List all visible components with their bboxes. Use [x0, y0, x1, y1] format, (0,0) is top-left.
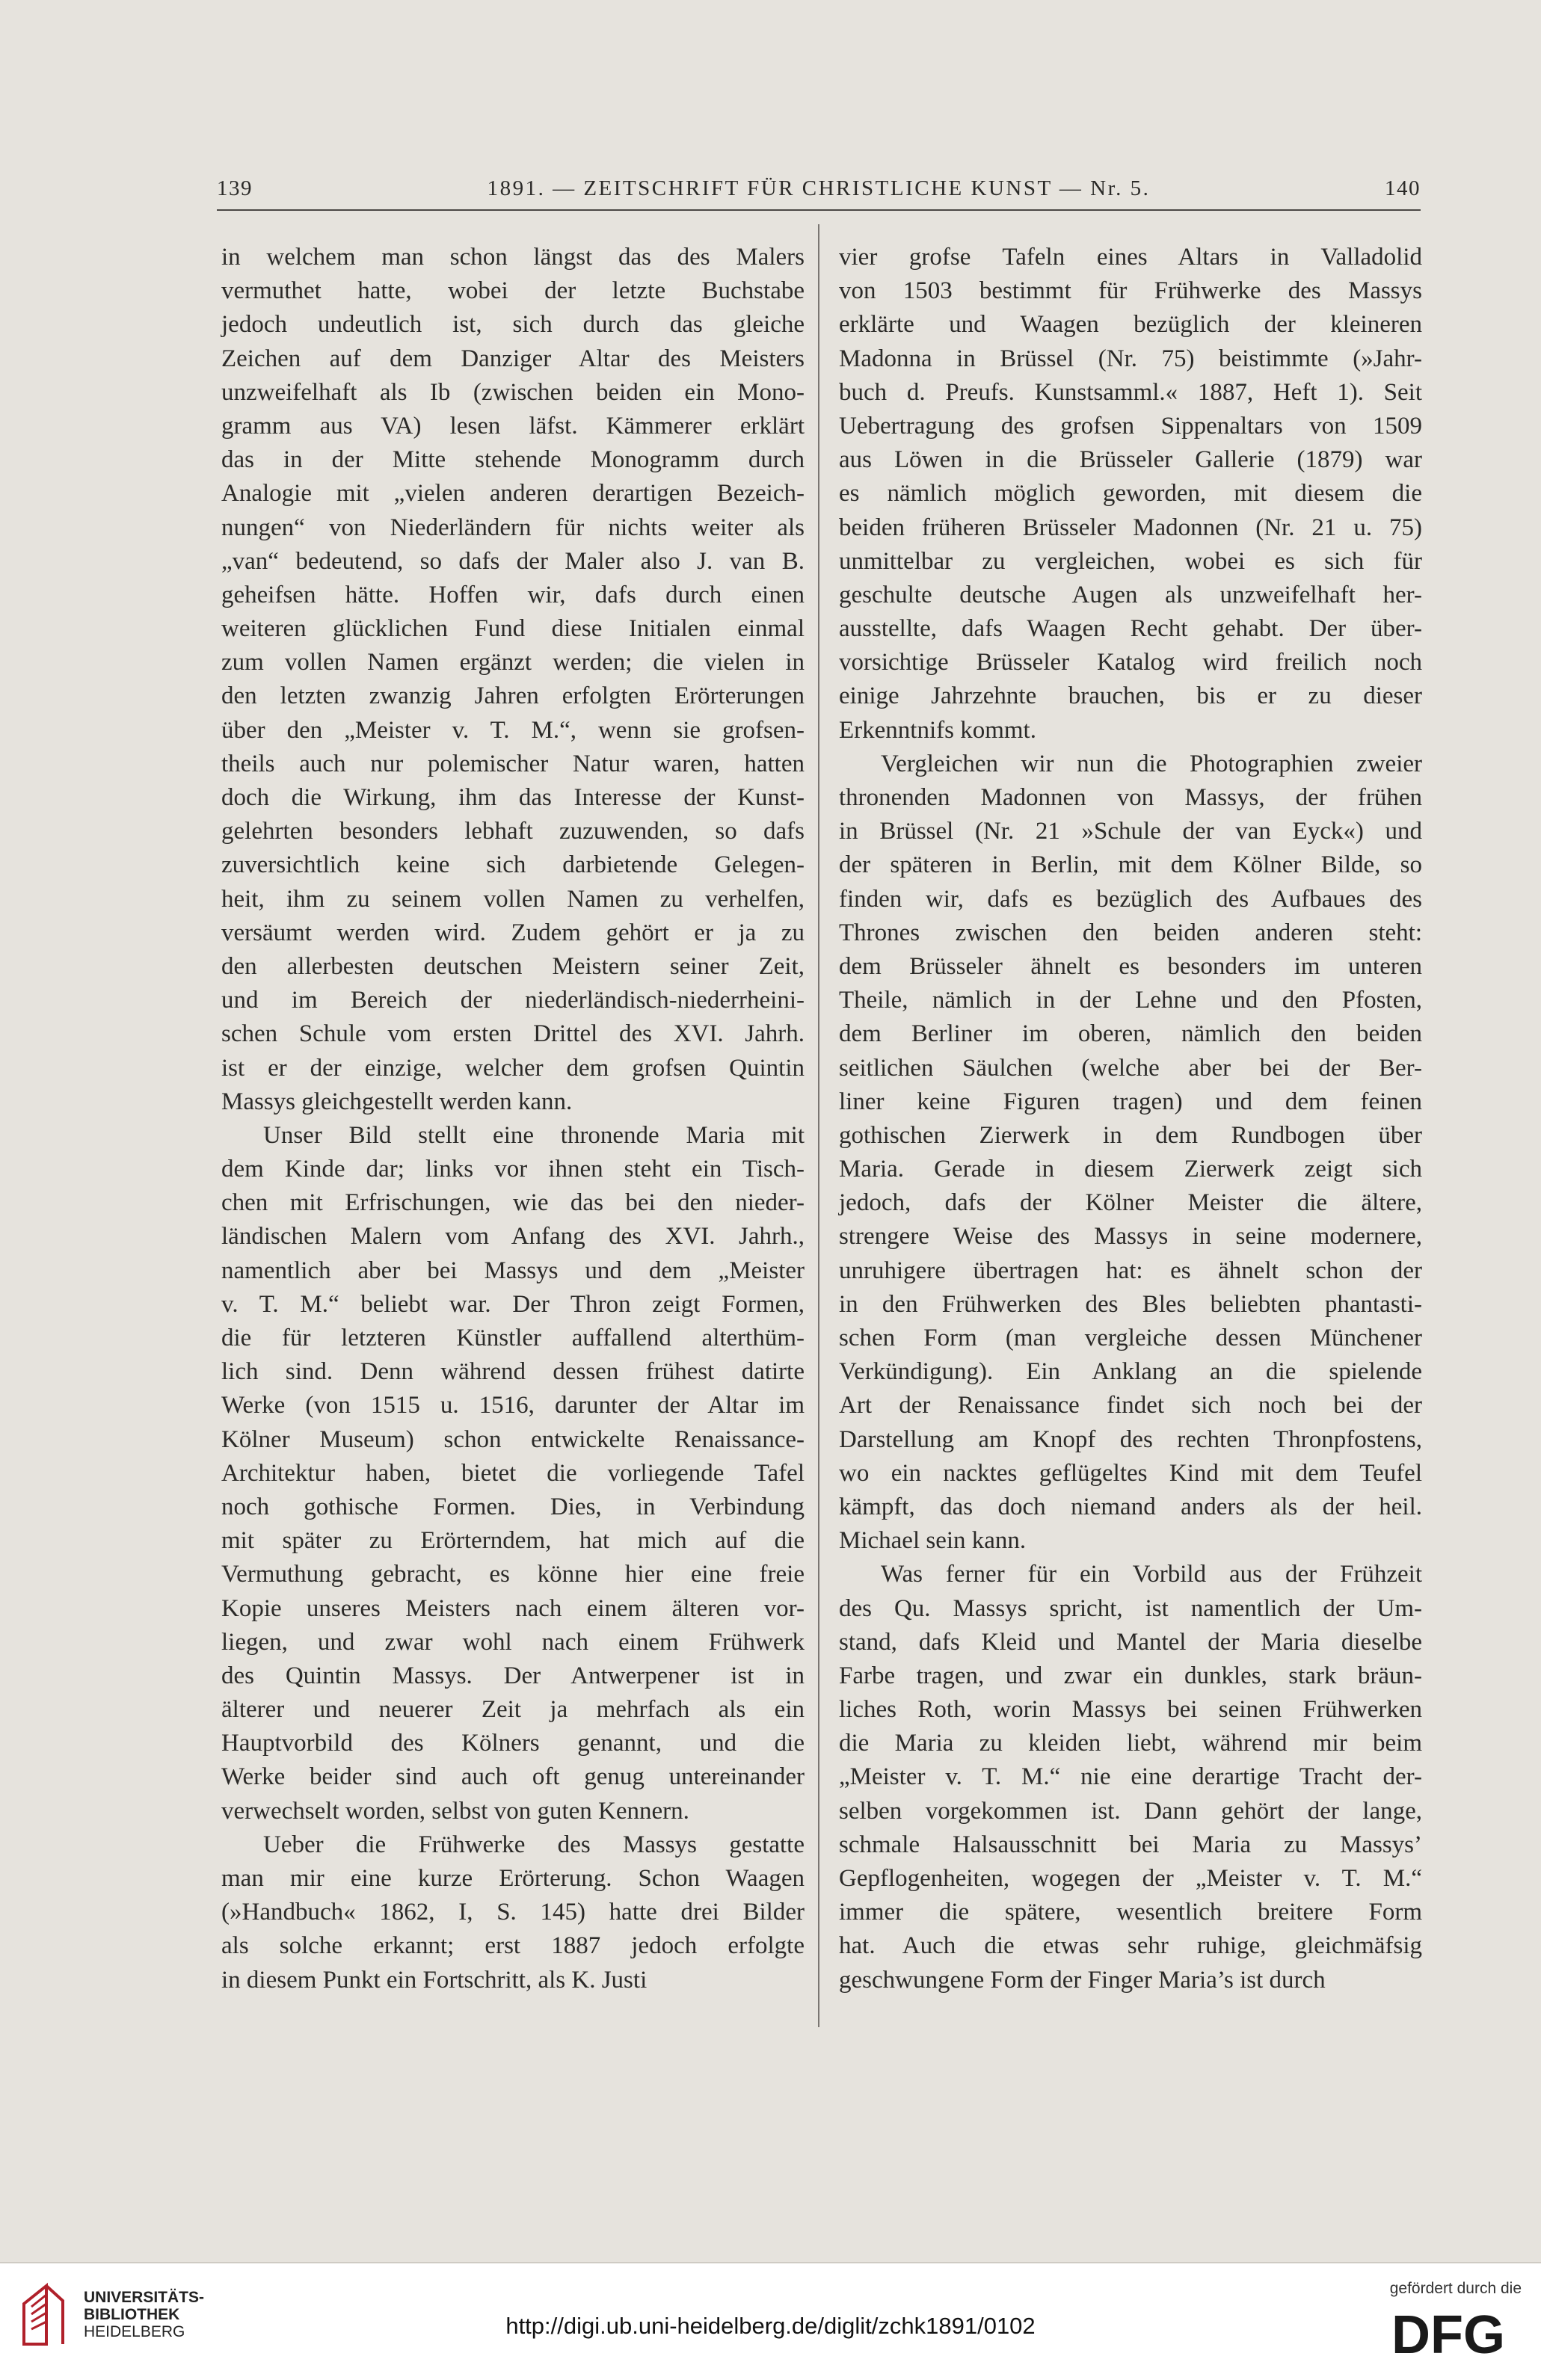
text-line: älterer und neuerer Zeit ja mehrfach als ein: [221, 1696, 805, 1724]
text-line: schen Form (man vergleiche dessen Münchener: [839, 1325, 1422, 1351]
column-divider: [818, 224, 819, 2027]
text-line: unzweifelhaft als Ib (zwischen beiden ein Mono-: [221, 378, 805, 406]
text-line: versäumt werden wird. Zudem gehört er ja zu: [221, 919, 805, 946]
institution-line-2: BIBLIOTHEK: [84, 2306, 180, 2323]
text-line: (»Handbuch« 1862, I, S. 145) hatte drei Bilder: [221, 1899, 805, 1926]
text-line: chen mit Erfrischungen, wie das bei den nieder-: [221, 1189, 805, 1217]
text-line: in den Frühwerken des Bles beliebten phantasti-: [839, 1290, 1422, 1318]
text-line: Erkenntnifs kommt.: [839, 716, 1036, 744]
text-line: Architektur haben, bietet die vorliegende Tafel: [221, 1459, 805, 1487]
text-line: aus Löwen in die Brüsseler Gallerie (1879) war: [839, 446, 1422, 474]
text-line: ausstellte, dafs Waagen Recht gehabt. Der über-: [839, 615, 1422, 643]
text-line: unmittelbar zu vergleichen, wobei es sich für: [839, 547, 1422, 575]
text-line: nungen“ von Niederländern für nichts weiter als: [221, 514, 805, 541]
text-line: Gepflogenheiten, wogegen der „Meister v. T. M.“: [839, 1865, 1422, 1892]
text-line: des Quintin Massys. Der Antwerpener ist in: [221, 1662, 805, 1689]
text-line: liegen, und zwar wohl nach einem Frühwerk: [221, 1628, 805, 1656]
text-line: zum vollen Namen ergänzt werden; die vielen in: [221, 649, 805, 676]
text-line: Uebertragung des grofsen Sippenaltars von 1509: [839, 412, 1422, 440]
text-line: Maria. Gerade in diesem Zierwerk zeigt sich: [839, 1156, 1422, 1183]
text-line: doch die Wirkung, ihm das Interesse der Kunst-: [221, 784, 805, 811]
journal-title: 1891. — ZEITSCHRIFT FÜR CHRISTLICHE KUNST — Nr. 5.: [487, 176, 1151, 200]
text-line: theils auch nur polemischer Natur waren, hatten: [221, 750, 805, 777]
text-line: Kopie unseres Meisters nach einem älteren vor-: [221, 1594, 805, 1622]
funding-note: gefördert durch die: [1389, 2280, 1522, 2297]
running-header: [217, 176, 1421, 206]
text-line: geschwungene Form der Finger Maria’s ist durch: [839, 1966, 1326, 1994]
text-line: ist er der einzige, welcher dem grofsen Quintin: [221, 1054, 805, 1082]
text-line: geschulte deutsche Augen als unzweifelhaft her-: [839, 581, 1422, 608]
text-line: „Meister v. T. M.“ nie eine derartige Tracht der-: [839, 1763, 1422, 1791]
text-line: der späteren in Berlin, mit dem Kölner Bilde, so: [839, 851, 1422, 879]
text-line: vorsichtige Brüsseler Katalog wird freilich noch: [839, 649, 1422, 676]
text-line: Analogie mit „vielen anderen derartigen Bezeich-: [221, 480, 805, 508]
text-line: ländischen Malern vom Anfang des XVI. Jahrh.,: [221, 1223, 805, 1251]
text-line: verwechselt worden, selbst von guten Kennern.: [221, 1797, 689, 1825]
dfg-logo: [1375, 2307, 1522, 2359]
text-line: geheifsen hätte. Hoffen wir, dafs durch einen: [221, 581, 805, 608]
text-line: die Maria zu kleiden liebt, während mir beim: [839, 1730, 1422, 1757]
text-line: Zeichen auf dem Danziger Altar des Meisters: [221, 345, 805, 372]
text-line: v. T. M.“ beliebt war. Der Thron zeigt Formen,: [221, 1290, 805, 1318]
text-line: vermuthet hatte, wobei der letzte Buchstabe: [221, 277, 805, 305]
text-line: Darstellung am Knopf des rechten Thronpfostens,: [839, 1425, 1422, 1453]
text-line: mit später zu Erörterndem, hat mich auf die: [221, 1527, 805, 1555]
text-line: zuversichtlich keine sich darbietende Gelegen-: [221, 851, 805, 879]
text-line: des Qu. Massys spricht, ist namentlich der Um-: [839, 1594, 1422, 1622]
text-line: Verkündigung). Ein Anklang an die spielende: [839, 1358, 1422, 1386]
text-line: liches Roth, worin Massys bei seinen Frühwerken: [839, 1696, 1422, 1724]
text-line: Vergleichen wir nun die Photographien zweier: [881, 750, 1422, 777]
text-line: Madonna in Brüssel (Nr. 75) beistimmte (»Jahr-: [839, 345, 1422, 372]
text-line: heit, ihm zu seinem vollen Namen zu verhelfen,: [221, 885, 805, 913]
institution-line-1: UNIVERSITÄTS-: [84, 2289, 205, 2306]
text-line: schen Schule vom ersten Drittel des XVI. Jahrh.: [221, 1020, 805, 1048]
text-line: jedoch, dafs der Kölner Meister die ältere,: [839, 1189, 1422, 1217]
text-line: kämpft, das doch niemand anders als der heil.: [839, 1493, 1422, 1520]
text-line: Was ferner für ein Vorbild aus der Frühzeit: [881, 1561, 1422, 1588]
text-column-left: [221, 241, 805, 1997]
text-line: unruhigere übertragen hat: es ähnelt schon der: [839, 1257, 1422, 1284]
text-line: lich sind. Denn während dessen frühest datirte: [221, 1358, 805, 1386]
text-line: den letzten zwanzig Jahren erfolgten Erörterungen: [221, 682, 805, 710]
text-line: in diesem Punkt ein Fortschritt, als K. Justi: [221, 1966, 648, 1994]
text-line: Vermuthung gebracht, es könne hier eine freie: [221, 1561, 805, 1588]
text-line: und im Bereich der niederländisch-niederrheini-: [221, 987, 805, 1014]
text-line: in Brüssel (Nr. 21 »Schule der van Eyck«) und: [839, 818, 1422, 845]
text-line: stand, dafs Kleid und Mantel der Maria dieselbe: [839, 1628, 1422, 1656]
text-line: man mir eine kurze Erörterung. Schon Waagen: [221, 1865, 805, 1892]
text-line: Massys gleichgestellt werden kann.: [221, 1088, 573, 1115]
text-line: selben vorgekommen ist. Dann gehört der lange,: [839, 1797, 1422, 1825]
dfg-logo-text: DFG: [1391, 2307, 1505, 2359]
text-line: den allerbesten deutschen Meistern seiner Zeit,: [221, 952, 805, 980]
text-line: die für letzteren Künstler auffallend alterthüm-: [221, 1325, 805, 1351]
text-line: hat. Auch die etwas sehr ruhige, gleichmäfsig: [839, 1932, 1422, 1960]
text-line: thronenden Madonnen von Massys, der frühen: [839, 784, 1422, 811]
text-line: namentlich aber bei Massys und dem „Meister: [221, 1257, 805, 1284]
text-line: einige Jahrzehnte brauchen, bis er zu dieser: [839, 682, 1422, 710]
text-line: Theile, nämlich in der Lehne und den Pfosten,: [839, 987, 1422, 1014]
text-line: dem Kinde dar; links vor ihnen steht ein Tisch-: [221, 1156, 805, 1183]
text-line: Werke beider sind auch oft genug untereinander: [221, 1763, 805, 1791]
text-line: jedoch undeutlich ist, sich durch das gleiche: [221, 311, 805, 339]
text-line: vier grofse Tafeln eines Altars in Valladolid: [839, 244, 1422, 271]
text-line: noch gothische Formen. Dies, in Verbindung: [221, 1493, 805, 1520]
text-line: Art der Renaissance findet sich noch bei der: [839, 1392, 1422, 1419]
text-line: Thrones zwischen den beiden anderen steht:: [839, 919, 1422, 946]
text-line: strengere Weise des Massys in seine modernere,: [839, 1223, 1422, 1251]
text-line: schmale Halsausschnitt bei Maria zu Massys’: [839, 1831, 1422, 1858]
text-line: weiteren glücklichen Fund diese Initialen einmal: [221, 615, 805, 643]
text-line: liner keine Figuren tragen) und dem feinen: [839, 1088, 1422, 1115]
text-line: gothischen Zierwerk in dem Rundbogen über: [839, 1121, 1422, 1149]
text-line: das in der Mitte stehende Monogramm durch: [221, 446, 805, 474]
text-line: „van“ bedeutend, so dafs der Maler also J. van B.: [221, 547, 805, 575]
text-column-right: [839, 241, 1422, 1997]
text-line: von 1503 bestimmt für Frühwerke des Massys: [839, 277, 1422, 305]
text-line: Michael sein kann.: [839, 1527, 1027, 1555]
text-line: gramm aus VA) lesen läfst. Kämmerer erklärt: [221, 412, 805, 440]
text-line: Ueber die Frühwerke des Massys gestatte: [263, 1831, 805, 1858]
text-line: Unser Bild stellt eine thronende Maria mit: [263, 1121, 805, 1149]
text-line: es nämlich möglich geworden, mit diesem die: [839, 480, 1422, 508]
text-line: Hauptvorbild des Kölners genannt, und die: [221, 1730, 805, 1757]
text-line: beiden früheren Brüsseler Madonnen (Nr. 21 u. 75): [839, 514, 1422, 541]
permalink[interactable]: http://digi.ub.uni-heidelberg.de/diglit/zchk1891/0102: [505, 2313, 1036, 2339]
text-line: gelehrten besonders lebhaft zuzuwenden, so dafs: [221, 818, 805, 845]
institution-line-3: HEIDELBERG: [84, 2323, 185, 2340]
header-rule: [217, 209, 1421, 211]
text-line: über den „Meister v. T. M.“, wenn sie grofsen-: [221, 716, 805, 744]
text-line: dem Berliner im oberen, nämlich den beiden: [839, 1020, 1422, 1048]
text-line: als solche erkannt; erst 1887 jedoch erfolgte: [221, 1932, 805, 1960]
text-line: immer die spätere, wesentlich breitere Form: [839, 1899, 1422, 1926]
text-line: dem Brüsseler ähnelt es besonders im unteren: [839, 952, 1422, 980]
page-number-left: 139: [217, 176, 253, 200]
text-line: Farbe tragen, und zwar ein dunkles, stark bräun-: [839, 1662, 1422, 1689]
text-line: buch d. Preufs. Kunstsamml.« 1887, Heft 1). Seit: [839, 378, 1422, 406]
page-number-right: 140: [1385, 176, 1421, 200]
text-line: finden wir, dafs es bezüglich des Aufbaues des: [839, 885, 1422, 913]
text-line: Werke (von 1515 u. 1516, darunter der Altar im: [221, 1392, 805, 1419]
text-line: seitlichen Säulchen (welche aber bei der Ber-: [839, 1054, 1422, 1082]
text-line: in welchem man schon längst das des Malers: [221, 244, 805, 271]
text-line: wo ein nacktes geflügeltes Kind mit dem Teufel: [839, 1459, 1422, 1487]
text-line: Kölner Museum) schon entwickelte Renaissance-: [221, 1425, 805, 1453]
text-line: erklärte und Waagen bezüglich der kleineren: [839, 311, 1422, 339]
